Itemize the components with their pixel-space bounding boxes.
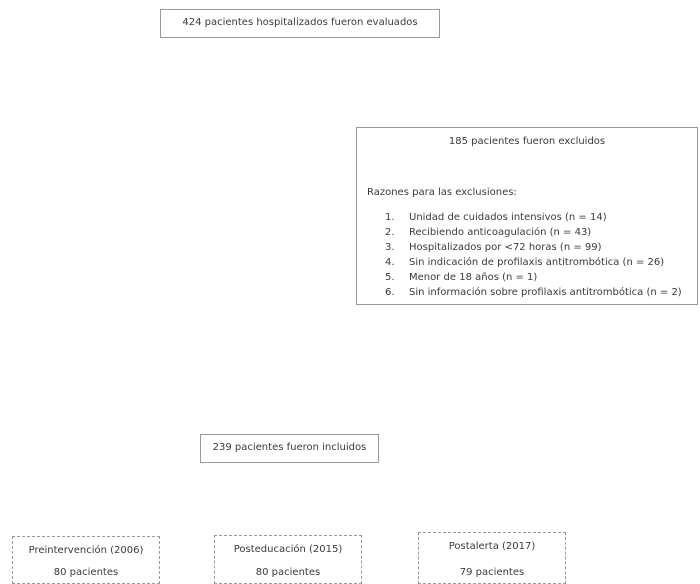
exclusion-reason-text: Recibiendo anticoagulación (n = 43)	[409, 227, 592, 238]
exclusion-reason-text: Menor de 18 años (n = 1)	[409, 272, 538, 283]
group-count: 80 pacientes	[53, 566, 119, 578]
group-count: 79 pacientes	[459, 566, 525, 578]
exclusion-reason-number: 2.	[385, 227, 395, 238]
excluded-box	[356, 127, 698, 305]
group-label: Preintervención (2006)	[28, 545, 144, 556]
exclusion-reason	[385, 242, 682, 257]
exclusion-reason	[385, 227, 682, 242]
exclusion-reason-text: Sin información sobre profilaxis antitrombótica (n = 2)	[409, 287, 682, 298]
exclusion-reasons-list	[385, 212, 682, 302]
exclusion-reasons-heading: Razones para las exclusiones:	[367, 187, 517, 198]
evaluated-box	[160, 9, 440, 38]
exclusion-reason-text: Unidad de cuidados intensivos (n = 14)	[409, 212, 607, 223]
group-count: 80 pacientes	[255, 566, 321, 578]
exclusion-reason-number: 4.	[385, 257, 395, 268]
exclusion-reason-number: 3.	[385, 242, 395, 253]
exclusion-reason-text: Hospitalizados por <72 horas (n = 99)	[409, 242, 602, 253]
exclusion-reason	[385, 212, 682, 227]
exclusion-reason	[385, 272, 682, 287]
exclusion-reason	[385, 287, 682, 302]
group-box-posteducation	[214, 535, 362, 584]
included-box	[200, 434, 379, 463]
group-box-preintervention	[12, 536, 160, 584]
group-label: Posteducación (2015)	[233, 544, 343, 555]
group-box-postalert	[418, 532, 566, 584]
exclusion-reason-number: 1.	[385, 212, 395, 223]
exclusion-reason	[385, 257, 682, 272]
group-label: Postalerta (2017)	[448, 541, 536, 552]
exclusion-reason-number: 6.	[385, 287, 395, 298]
included-text: 239 pacientes fueron incluidos	[212, 442, 367, 454]
excluded-title: 185 pacientes fueron excluidos	[448, 136, 606, 147]
exclusion-reason-text: Sin indicación de profilaxis antitrombótica (n = 26)	[409, 257, 665, 268]
exclusion-reason-number: 5.	[385, 272, 395, 283]
evaluated-text: 424 pacientes hospitalizados fueron evaluados	[182, 17, 418, 29]
